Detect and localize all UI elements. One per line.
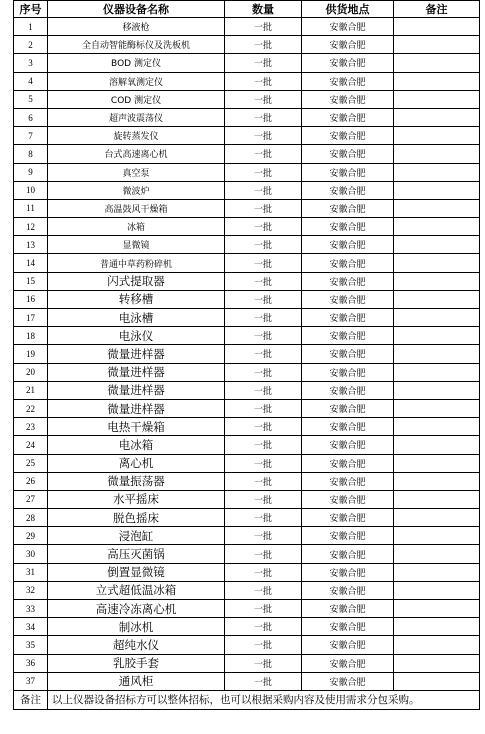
row-qty: 一批	[225, 618, 302, 636]
row-name: 浸泡缸	[48, 527, 225, 545]
table-row	[14, 18, 480, 36]
table-body	[14, 18, 480, 691]
table-row	[14, 436, 480, 454]
row-remark	[394, 636, 480, 654]
row-remark	[394, 236, 480, 254]
row-name: 水平摇床	[48, 490, 225, 508]
row-name: 微波炉	[48, 181, 225, 199]
row-location: 安徽合肥	[302, 436, 394, 454]
row-seq: 4	[14, 72, 48, 90]
table-row	[14, 563, 480, 581]
row-remark	[394, 345, 480, 363]
row-location: 安徽合肥	[302, 654, 394, 672]
row-seq: 29	[14, 527, 48, 545]
row-qty: 一批	[225, 418, 302, 436]
row-seq: 2	[14, 36, 48, 54]
row-remark	[394, 218, 480, 236]
row-location: 安徽合肥	[302, 527, 394, 545]
footer-note: 以上仪器设备招标方可以整体招标，也可以根据采购内容及使用需求分包采购。	[48, 690, 480, 709]
row-qty: 一批	[225, 509, 302, 527]
row-remark	[394, 436, 480, 454]
row-remark	[394, 272, 480, 290]
row-remark	[394, 381, 480, 399]
row-qty: 一批	[225, 672, 302, 690]
table-row	[14, 199, 480, 217]
row-remark	[394, 363, 480, 381]
row-qty: 一批	[225, 108, 302, 126]
header-seq: 序号	[14, 1, 48, 18]
table-row	[14, 418, 480, 436]
row-qty: 一批	[225, 490, 302, 508]
row-seq: 9	[14, 163, 48, 181]
row-remark	[394, 600, 480, 618]
row-qty: 一批	[225, 454, 302, 472]
row-remark	[394, 618, 480, 636]
table-row	[14, 490, 480, 508]
row-qty: 一批	[225, 18, 302, 36]
table-row	[14, 108, 480, 126]
row-seq: 23	[14, 418, 48, 436]
row-seq: 34	[14, 618, 48, 636]
row-seq: 35	[14, 636, 48, 654]
row-qty: 一批	[225, 327, 302, 345]
row-location: 安徽合肥	[302, 181, 394, 199]
row-qty: 一批	[225, 309, 302, 327]
row-qty: 一批	[225, 127, 302, 145]
row-seq: 14	[14, 254, 48, 272]
row-location: 安徽合肥	[302, 163, 394, 181]
table-row	[14, 618, 480, 636]
table-row	[14, 381, 480, 399]
row-name: 微量进样器	[48, 363, 225, 381]
table-row	[14, 163, 480, 181]
row-seq: 5	[14, 90, 48, 108]
table-row	[14, 581, 480, 599]
row-seq: 15	[14, 272, 48, 290]
row-qty: 一批	[225, 345, 302, 363]
table-row	[14, 236, 480, 254]
row-location: 安徽合肥	[302, 600, 394, 618]
row-remark	[394, 290, 480, 308]
row-seq: 18	[14, 327, 48, 345]
row-seq: 12	[14, 218, 48, 236]
row-remark	[394, 36, 480, 54]
row-seq: 8	[14, 145, 48, 163]
row-location: 安徽合肥	[302, 72, 394, 90]
table-row	[14, 254, 480, 272]
row-name: 全自动智能酶标仪及洗板机	[48, 36, 225, 54]
row-remark	[394, 18, 480, 36]
row-name: 微量进样器	[48, 381, 225, 399]
row-name: 脱色摇床	[48, 509, 225, 527]
table-row	[14, 654, 480, 672]
row-name: 显微镜	[48, 236, 225, 254]
table-row	[14, 509, 480, 527]
row-location: 安徽合肥	[302, 272, 394, 290]
row-seq: 27	[14, 490, 48, 508]
row-remark	[394, 654, 480, 672]
row-location: 安徽合肥	[302, 309, 394, 327]
row-remark	[394, 581, 480, 599]
row-location: 安徽合肥	[302, 636, 394, 654]
row-remark	[394, 199, 480, 217]
row-remark	[394, 127, 480, 145]
table-header-row	[14, 1, 480, 18]
row-seq: 16	[14, 290, 48, 308]
row-qty: 一批	[225, 272, 302, 290]
row-location: 安徽合肥	[302, 36, 394, 54]
row-location: 安徽合肥	[302, 199, 394, 217]
row-remark	[394, 454, 480, 472]
row-seq: 3	[14, 54, 48, 72]
table-row	[14, 218, 480, 236]
row-name: 立式超低温冰箱	[48, 581, 225, 599]
row-qty: 一批	[225, 163, 302, 181]
row-seq: 30	[14, 545, 48, 563]
row-qty: 一批	[225, 181, 302, 199]
row-location: 安徽合肥	[302, 145, 394, 163]
table-row	[14, 181, 480, 199]
row-remark	[394, 490, 480, 508]
row-qty: 一批	[225, 527, 302, 545]
row-seq: 11	[14, 199, 48, 217]
row-remark	[394, 509, 480, 527]
row-location: 安徽合肥	[302, 472, 394, 490]
row-name: 乳胶手套	[48, 654, 225, 672]
row-seq: 37	[14, 672, 48, 690]
row-location: 安徽合肥	[302, 454, 394, 472]
row-location: 安徽合肥	[302, 563, 394, 581]
row-seq: 25	[14, 454, 48, 472]
table-row	[14, 36, 480, 54]
row-name: 高压灭菌锅	[48, 545, 225, 563]
row-qty: 一批	[225, 654, 302, 672]
row-name: 倒置显微镜	[48, 563, 225, 581]
table-row	[14, 363, 480, 381]
table-row	[14, 272, 480, 290]
table-footer-row	[14, 690, 480, 709]
table-row	[14, 600, 480, 618]
row-qty: 一批	[225, 54, 302, 72]
row-name: 普通中草药粉碎机	[48, 254, 225, 272]
row-qty: 一批	[225, 399, 302, 417]
row-seq: 22	[14, 399, 48, 417]
row-seq: 1	[14, 18, 48, 36]
row-location: 安徽合肥	[302, 54, 394, 72]
row-location: 安徽合肥	[302, 90, 394, 108]
row-location: 安徽合肥	[302, 418, 394, 436]
row-qty: 一批	[225, 199, 302, 217]
row-name: 高温鼓风干燥箱	[48, 199, 225, 217]
row-qty: 一批	[225, 36, 302, 54]
row-qty: 一批	[225, 290, 302, 308]
row-seq: 20	[14, 363, 48, 381]
row-remark	[394, 181, 480, 199]
row-location: 安徽合肥	[302, 108, 394, 126]
table-row	[14, 72, 480, 90]
row-name: 微量进样器	[48, 399, 225, 417]
row-seq: 33	[14, 600, 48, 618]
row-location: 安徽合肥	[302, 381, 394, 399]
row-remark	[394, 545, 480, 563]
row-qty: 一批	[225, 254, 302, 272]
row-remark	[394, 327, 480, 345]
row-name: 超纯水仪	[48, 636, 225, 654]
row-location: 安徽合肥	[302, 218, 394, 236]
row-seq: 7	[14, 127, 48, 145]
row-seq: 28	[14, 509, 48, 527]
row-name: 溶解氧测定仪	[48, 72, 225, 90]
table-row	[14, 290, 480, 308]
row-remark	[394, 163, 480, 181]
row-name: 制冰机	[48, 618, 225, 636]
row-qty: 一批	[225, 218, 302, 236]
table-row	[14, 309, 480, 327]
row-location: 安徽合肥	[302, 545, 394, 563]
row-seq: 10	[14, 181, 48, 199]
row-qty: 一批	[225, 90, 302, 108]
row-location: 安徽合肥	[302, 581, 394, 599]
table-row	[14, 54, 480, 72]
row-location: 安徽合肥	[302, 254, 394, 272]
row-location: 安徽合肥	[302, 509, 394, 527]
table-row	[14, 345, 480, 363]
row-name: 电热干燥箱	[48, 418, 225, 436]
row-location: 安徽合肥	[302, 327, 394, 345]
row-name: 旋转蒸发仪	[48, 127, 225, 145]
row-location: 安徽合肥	[302, 672, 394, 690]
row-name: 电泳仪	[48, 327, 225, 345]
row-qty: 一批	[225, 236, 302, 254]
table-row	[14, 454, 480, 472]
row-name: 离心机	[48, 454, 225, 472]
row-location: 安徽合肥	[302, 18, 394, 36]
row-qty: 一批	[225, 581, 302, 599]
table-row	[14, 545, 480, 563]
row-name: 冰箱	[48, 218, 225, 236]
row-name: 电泳槽	[48, 309, 225, 327]
row-location: 安徽合肥	[302, 399, 394, 417]
row-remark	[394, 672, 480, 690]
row-name: 移液枪	[48, 18, 225, 36]
row-location: 安徽合肥	[302, 363, 394, 381]
row-remark	[394, 145, 480, 163]
table-row	[14, 636, 480, 654]
row-qty: 一批	[225, 363, 302, 381]
row-qty: 一批	[225, 381, 302, 399]
row-location: 安徽合肥	[302, 618, 394, 636]
row-remark	[394, 472, 480, 490]
row-qty: 一批	[225, 72, 302, 90]
row-remark	[394, 418, 480, 436]
row-remark	[394, 108, 480, 126]
header-remark: 备注	[394, 1, 480, 18]
row-seq: 13	[14, 236, 48, 254]
row-seq: 21	[14, 381, 48, 399]
row-name: 超声波震荡仪	[48, 108, 225, 126]
row-location: 安徽合肥	[302, 345, 394, 363]
table-row	[14, 90, 480, 108]
row-location: 安徽合肥	[302, 127, 394, 145]
row-seq: 36	[14, 654, 48, 672]
table-row	[14, 127, 480, 145]
equipment-table	[13, 0, 480, 710]
row-remark	[394, 72, 480, 90]
row-remark	[394, 54, 480, 72]
row-name: 通风柜	[48, 672, 225, 690]
row-seq: 6	[14, 108, 48, 126]
row-remark	[394, 254, 480, 272]
row-name: 闪式提取器	[48, 272, 225, 290]
row-seq: 24	[14, 436, 48, 454]
table-row	[14, 327, 480, 345]
row-seq: 17	[14, 309, 48, 327]
row-location: 安徽合肥	[302, 236, 394, 254]
row-location: 安徽合肥	[302, 490, 394, 508]
row-name: 转移槽	[48, 290, 225, 308]
row-seq: 32	[14, 581, 48, 599]
row-name: 台式高速离心机	[48, 145, 225, 163]
footer-label: 备注	[14, 690, 48, 709]
row-qty: 一批	[225, 472, 302, 490]
row-name: BOD 测定仪	[48, 54, 225, 72]
row-seq: 26	[14, 472, 48, 490]
table-row	[14, 399, 480, 417]
row-name: 高速冷冻离心机	[48, 600, 225, 618]
row-location: 安徽合肥	[302, 290, 394, 308]
row-qty: 一批	[225, 563, 302, 581]
header-location: 供货地点	[302, 1, 394, 18]
row-remark	[394, 309, 480, 327]
row-seq: 19	[14, 345, 48, 363]
table-row	[14, 145, 480, 163]
row-qty: 一批	[225, 545, 302, 563]
row-remark	[394, 90, 480, 108]
row-name: 微量进样器	[48, 345, 225, 363]
row-name: 真空泵	[48, 163, 225, 181]
row-name: 电冰箱	[48, 436, 225, 454]
table-row	[14, 672, 480, 690]
table-row	[14, 472, 480, 490]
row-qty: 一批	[225, 145, 302, 163]
table-row	[14, 527, 480, 545]
row-qty: 一批	[225, 600, 302, 618]
row-qty: 一批	[225, 436, 302, 454]
row-seq: 31	[14, 563, 48, 581]
row-qty: 一批	[225, 636, 302, 654]
row-name: 微量振荡器	[48, 472, 225, 490]
equipment-table-container	[13, 0, 479, 710]
row-remark	[394, 527, 480, 545]
row-remark	[394, 563, 480, 581]
header-qty: 数量	[225, 1, 302, 18]
row-remark	[394, 399, 480, 417]
row-name: COD 测定仪	[48, 90, 225, 108]
header-name: 仪器设备名称	[48, 1, 225, 18]
